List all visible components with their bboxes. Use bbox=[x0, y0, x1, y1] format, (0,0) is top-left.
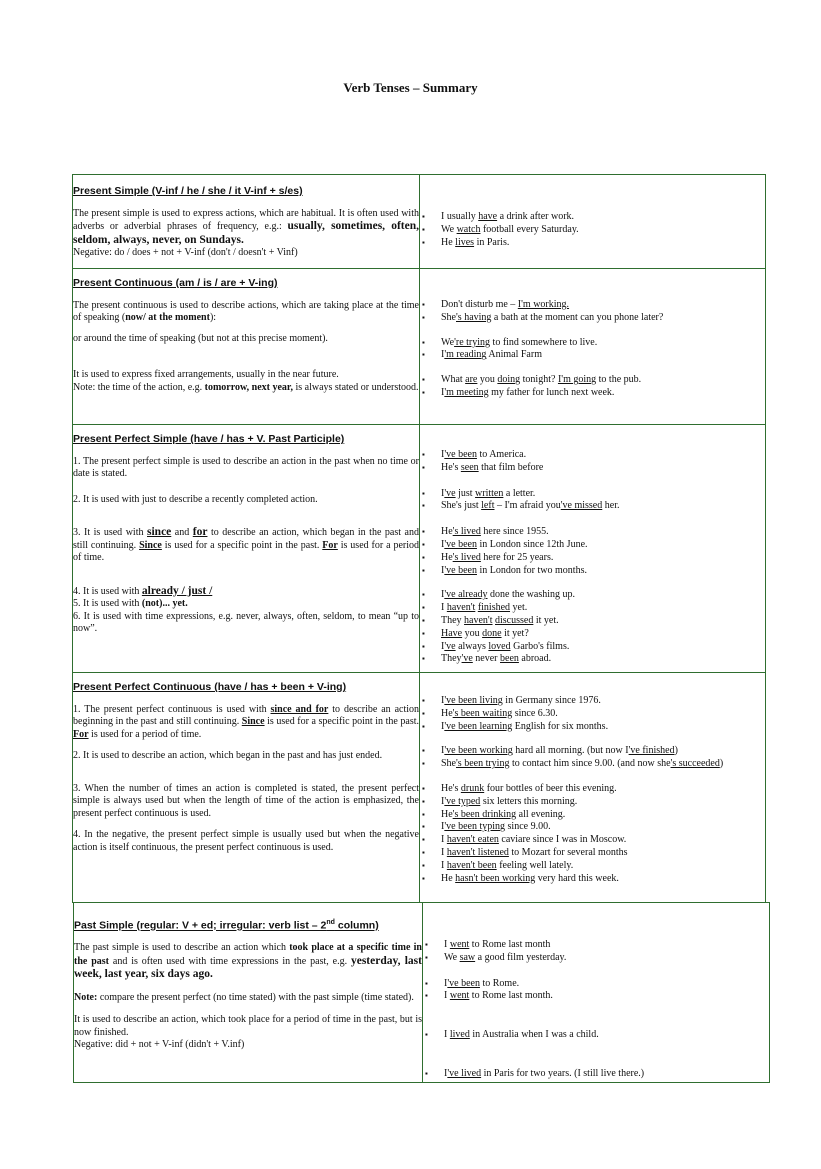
rule-text: The present simple is used to express actions, which are habitual. It is often used with adverbs or adverbial phrases of frequency, e.g.: usually, sometimes, often, seldom, always, never, on Sundays. bbox=[73, 207, 419, 246]
examples-cell bbox=[423, 903, 770, 1083]
example-item: ▪ I went to Rome last month. bbox=[423, 990, 769, 1003]
example-item: ▪ I've just written a letter. bbox=[420, 488, 765, 501]
examples-list bbox=[420, 299, 765, 400]
rule-text: 6. It is used with time expressions, e.g. never, always, often, seldom, to mean “up to now”. bbox=[73, 610, 419, 634]
example-item: ▪ I've always loved Garbo's films. bbox=[420, 641, 765, 654]
example-item: ▪ I've been in London since 12th June. bbox=[420, 539, 765, 552]
example-item: ▪ I'm meeting my father for lunch next week. bbox=[420, 387, 765, 400]
example-item: ▪ She's having a bath at the moment can you phone later? bbox=[420, 312, 765, 325]
examples-list bbox=[423, 939, 769, 1081]
rule-text: It is used to describe an action, which took place for a period of time in the past, but is now finished. bbox=[74, 1014, 422, 1038]
example-item: ▪ He hasn't been working very hard this week. bbox=[420, 873, 765, 886]
rule-cell bbox=[73, 269, 420, 425]
rule-cell bbox=[73, 175, 420, 269]
example-item: ▪ He's lived here since 1955. bbox=[420, 526, 765, 539]
section-heading: Present Simple (V-inf / he / she / it V-inf + s/es) bbox=[73, 185, 303, 197]
example-item: ▪ I went to Rome last month bbox=[423, 939, 769, 952]
example-item: ▪ I've been to America. bbox=[420, 449, 765, 462]
rule-cell bbox=[73, 673, 420, 903]
example-item: ▪ I've lived in Paris for two years. (I still live there.) bbox=[423, 1068, 769, 1081]
example-item: ▪ I usually have a drink after work. bbox=[420, 211, 765, 224]
example-item: ▪ What are you doing tonight? I'm going to the pub. bbox=[420, 374, 765, 387]
example-item: ▪ I've been living in Germany since 1976. bbox=[420, 695, 765, 708]
example-item: ▪ He's drunk four bottles of beer this evening. bbox=[420, 783, 765, 796]
example-item: ▪ He's been drinking all evening. bbox=[420, 809, 765, 822]
example-item: ▪ We saw a good film yesterday. bbox=[423, 952, 769, 965]
example-item: ▪ I haven't finished yet. bbox=[420, 602, 765, 615]
examples-list bbox=[420, 695, 765, 885]
rule-text: Negative: do / does + not + V-inf (don't / doesn't + Vinf) bbox=[73, 247, 298, 258]
example-item: ▪ She's just left – I'm afraid you've missed her. bbox=[420, 500, 765, 513]
example-item: ▪ I lived in Australia when I was a child. bbox=[423, 1029, 769, 1042]
rule-cell bbox=[73, 425, 420, 673]
tenses-table bbox=[72, 174, 766, 903]
rule-cell bbox=[74, 903, 423, 1083]
section-present-perfect-simple bbox=[73, 425, 766, 673]
example-item: ▪ I've been to Rome. bbox=[423, 978, 769, 991]
rule-text: 1. The present perfect continuous is used with since and for to describe an action beginning in the past and still continuing. Since is used for a specific point in the past. For is used for a period of time. bbox=[73, 703, 419, 740]
example-item: ▪ I've been working hard all morning. (but now I've finished) bbox=[420, 745, 765, 758]
example-item: ▪ He's seen that film before bbox=[420, 462, 765, 475]
example-item: ▪ I've been typing since 9.00. bbox=[420, 821, 765, 834]
example-item: ▪ I've been learning English for six months. bbox=[420, 721, 765, 734]
section-heading: Present Perfect Simple (have / has + V. Past Participle) bbox=[73, 433, 345, 445]
rule-text: The present continuous is used to describe actions, which are taking place at the time of speaking (now/ at the moment): bbox=[73, 299, 419, 323]
examples-list bbox=[420, 211, 765, 249]
rule-text: 2. It is used with just to describe a recently completed action. bbox=[73, 493, 318, 505]
example-item: ▪ I haven't eaten caviare since I was in Moscow. bbox=[420, 834, 765, 847]
rule-text: 2. It is used to describe an action, which began in the past and has just ended. bbox=[73, 750, 383, 761]
example-item: ▪ He's been waiting since 6.30. bbox=[420, 708, 765, 721]
examples-cell bbox=[420, 425, 766, 673]
example-item: ▪ She's been trying to contact him since 9.00. (and now she's succeeded) bbox=[420, 758, 765, 771]
rule-text: 4. In the negative, the present perfect simple is usually used but when the negative action is itself continuous, the present perfect continuous is used. bbox=[73, 829, 419, 853]
rule-text: 3. It is used with since and for to describe an action, which began in the past and still continuing. Since is used for a specific point in the past. For is used for a period of time. bbox=[73, 526, 419, 563]
rule-text: The past simple is used to describe an action which took place at a specific time in the past and is often used with time expressions in the past, e.g. yesterday, last week, last year, six days ago. bbox=[74, 942, 422, 980]
section-past-simple bbox=[74, 903, 770, 1083]
example-item: ▪ I've already done the washing up. bbox=[420, 589, 765, 602]
example-item: ▪ Have you done it yet? bbox=[420, 628, 765, 641]
section-heading: Present Perfect Continuous (have / has + been + V-ing) bbox=[73, 681, 347, 693]
examples-cell bbox=[420, 175, 766, 269]
page-title: Verb Tenses – Summary bbox=[343, 80, 478, 95]
rule-text: or around the time of speaking (but not at this precise moment). bbox=[73, 332, 328, 344]
example-item: ▪ We're trying to find somewhere to live. bbox=[420, 337, 765, 350]
rule-text: 4. It is used with already / just / bbox=[73, 584, 213, 597]
section-present-simple bbox=[73, 175, 766, 269]
examples-list bbox=[420, 449, 765, 666]
section-heading: Present Continuous (am / is / are + V-ing) bbox=[73, 277, 278, 289]
rule-text: 3. When the number of times an action is completed is stated, the present perfect simple is always used but when the length of time of the action is emphasized, the present perfect continuous is used. bbox=[73, 782, 419, 819]
examples-cell bbox=[420, 269, 766, 425]
example-item: ▪ Don't disturb me – I'm working. bbox=[420, 299, 765, 312]
example-item: ▪ I haven't been feeling well lately. bbox=[420, 860, 765, 873]
rule-text: 5. It is used with (not)... yet. bbox=[73, 598, 188, 609]
section-present-perfect-continuous bbox=[73, 673, 766, 903]
rule-text: It is used to express fixed arrangements, usually in the near future. bbox=[73, 369, 339, 380]
example-item: ▪ We watch football every Saturday. bbox=[420, 224, 765, 237]
example-item: ▪ I've typed six letters this morning. bbox=[420, 796, 765, 809]
example-item: ▪ I've been in London for two months. bbox=[420, 565, 765, 578]
section-heading: Past Simple (regular: V + ed; irregular: verb list – 2nd column) bbox=[74, 919, 379, 932]
example-item: ▪ He lives in Paris. bbox=[420, 237, 765, 250]
rule-text: Note: compare the present perfect (no time stated) with the past simple (time stated). bbox=[74, 991, 414, 1003]
example-item: ▪ I'm reading Animal Farm bbox=[420, 349, 765, 362]
section-present-continuous bbox=[73, 269, 766, 425]
example-item: ▪ He's lived here for 25 years. bbox=[420, 552, 765, 565]
rule-text: 1. The present perfect simple is used to describe an action in the past when no time or date is stated. bbox=[73, 455, 419, 479]
example-item: ▪ They haven't discussed it yet. bbox=[420, 615, 765, 628]
examples-cell bbox=[420, 673, 766, 903]
rule-text: Note: the time of the action, e.g. tomorrow, next year, is always stated or understood. bbox=[73, 381, 419, 393]
rule-text: Negative: did + not + V-inf (didn't + V.inf) bbox=[74, 1039, 245, 1050]
example-item: ▪ They've never been abroad. bbox=[420, 653, 765, 666]
example-item: ▪ I haven't listened to Mozart for several months bbox=[420, 847, 765, 860]
past-simple-table bbox=[73, 902, 770, 1083]
